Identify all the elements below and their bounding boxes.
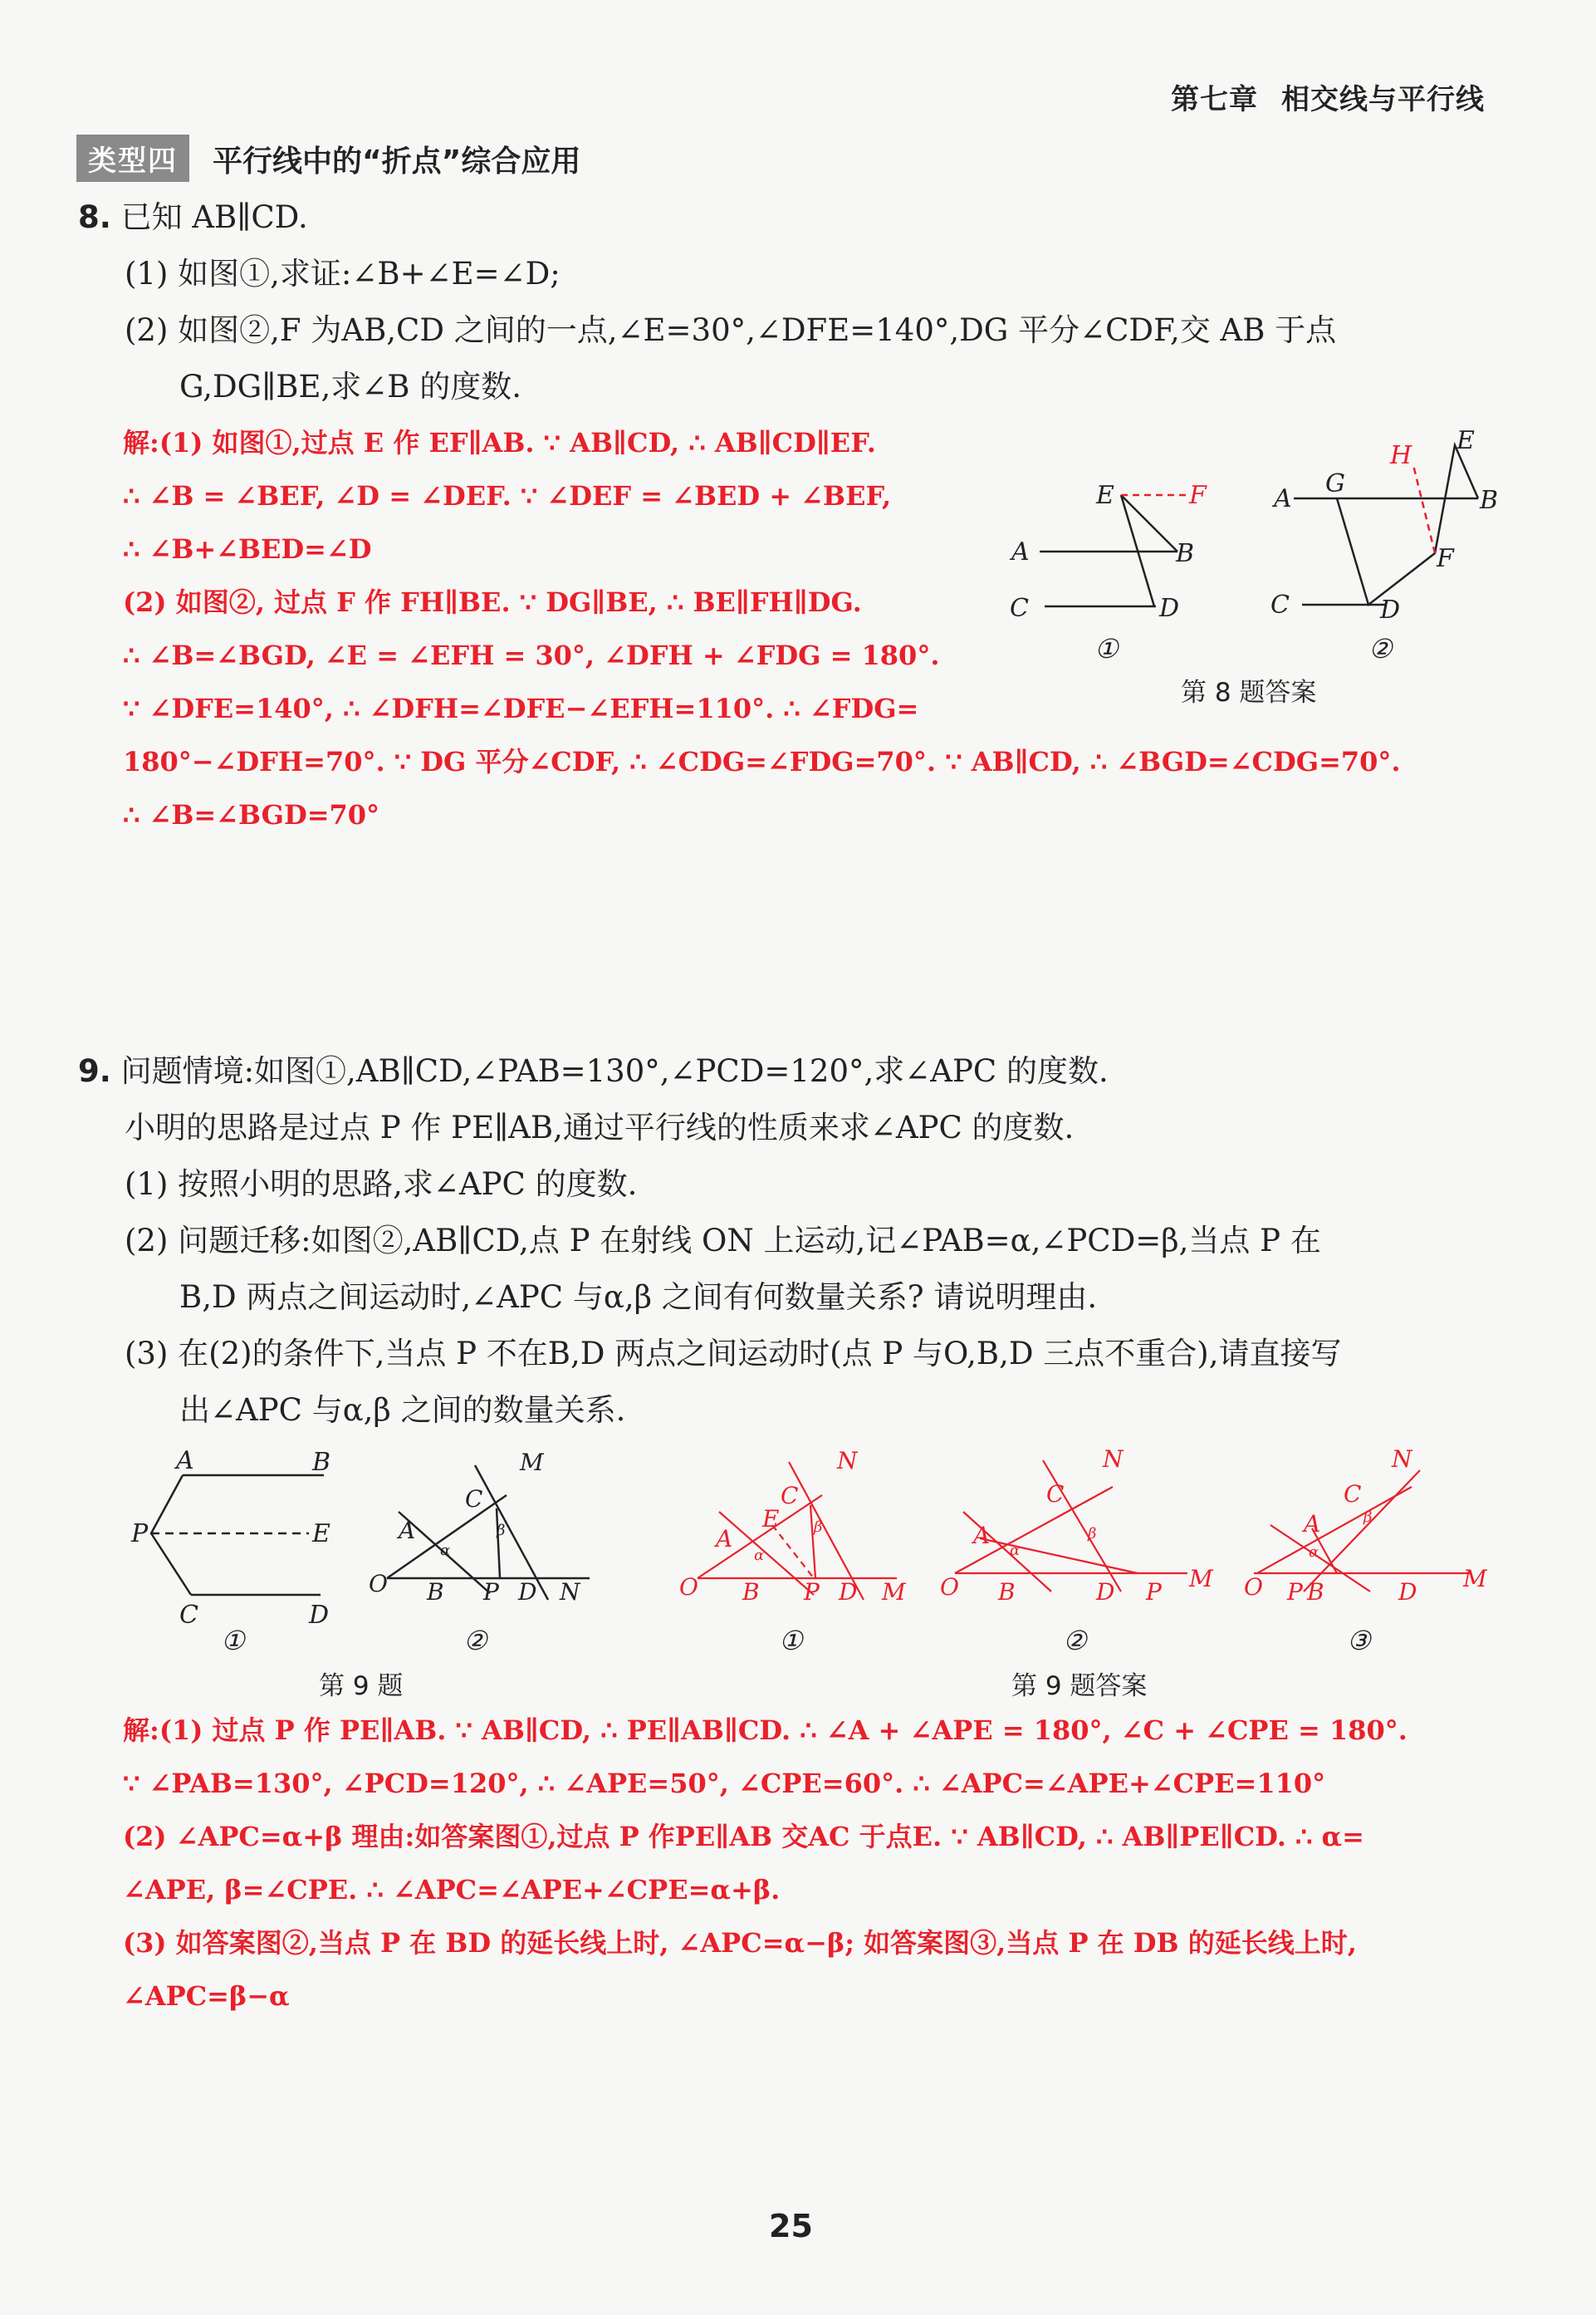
q9-ans3-label: ③ <box>1347 1625 1371 1656</box>
q8-answer-line-2: ∴ ∠B = ∠BEF, ∠D = ∠DEF. ∵ ∠DEF = ∠BED + ∠BEF, <box>123 480 892 512</box>
q9-ans2-beta: β <box>1088 1525 1097 1543</box>
q9-ans2-point-N: N <box>1103 1445 1124 1473</box>
q8-fig2 <box>1294 445 1478 605</box>
chapter-title: 相交线与平行线 <box>1281 83 1485 116</box>
q9-fig1-point-P: P <box>131 1519 149 1548</box>
q9-fig1-point-A: A <box>176 1446 194 1475</box>
q8-answer-line-3: ∴ ∠B+∠BED=∠D <box>123 533 372 565</box>
q9-number: 9. <box>78 1053 111 1089</box>
q9-fig1-point-C: C <box>179 1601 198 1630</box>
q8-stem-text: 已知 AB∥CD. <box>120 199 308 235</box>
section-title: 平行线中的“折点”综合应用 <box>213 145 581 179</box>
q9-fig2-point-N: N <box>560 1578 580 1606</box>
q8-answer-line-6: ∵ ∠DFE=140°, ∴ ∠DFH=∠DFE−∠EFH=110°. ∴ ∠FDG= <box>123 693 919 724</box>
q9-fig1-point-B: B <box>312 1448 331 1477</box>
q9-ans3-point-P: P <box>1287 1578 1303 1606</box>
q9-ans3-point-C: C <box>1344 1480 1362 1508</box>
q9-ans3-alpha: α <box>1309 1543 1319 1561</box>
q8-fig2-label: ② <box>1368 633 1393 665</box>
q9-ans3-point-N: N <box>1392 1445 1412 1473</box>
q9-ans2-point-A: A <box>973 1522 991 1549</box>
q9-fig1-label: ① <box>221 1625 245 1656</box>
q9-fig2-label: ② <box>463 1625 487 1656</box>
q9-ans3-point-D: D <box>1398 1578 1417 1606</box>
q9-ans2-label: ② <box>1063 1625 1087 1656</box>
chapter-header <box>1171 76 1485 117</box>
q8-figure-caption: 第 8 题答案 <box>1181 678 1317 708</box>
q9-ans3-point-O: O <box>1244 1573 1263 1601</box>
q9-ans3-point-B: B <box>1307 1578 1324 1606</box>
q9-fig2-point-D: D <box>518 1578 537 1606</box>
q9-answer-line-6: ∠APC=β−α <box>123 1980 290 2012</box>
q8-part2a: (2) 如图②,F 为AB,CD 之间的一点,∠E=30°,∠DFE=140°,DG 平分∠CDF,交 AB 于点 <box>125 312 1337 348</box>
q8-answer-line-7: 180°−∠DFH=70°. ∵ DG 平分∠CDF, ∴ ∠CDG=∠FDG=70°. ∵ AB∥CD, ∴ ∠BGD=∠CDG=70°. <box>123 746 1401 777</box>
q9-ans2-point-P: P <box>1146 1578 1162 1606</box>
q8-fig1-point-D: D <box>1159 594 1180 623</box>
q8-number: 8. <box>78 199 111 235</box>
q8-part2b: G,DG∥BE,求∠B 的度数. <box>179 369 521 405</box>
q9-fig2-point-B: B <box>427 1578 444 1606</box>
q9-ans3-point-M: M <box>1463 1565 1487 1592</box>
q8-fig1 <box>1040 495 1189 606</box>
q8-fig1-label: ① <box>1094 633 1119 665</box>
q9-ans1-point-M: M <box>882 1578 906 1606</box>
q8-fig2-point-B: B <box>1480 486 1499 515</box>
q8-answer-line-8: ∴ ∠B=∠BGD=70° <box>123 799 380 831</box>
q9-fig2-point-A: A <box>399 1517 416 1544</box>
q9-ans2-alpha: α <box>1010 1542 1021 1559</box>
q9-answer-line-4: ∠APE, β=∠CPE. ∴ ∠APC=∠APE+∠CPE=α+β. <box>123 1874 781 1905</box>
q9-ans1-point-N: N <box>837 1447 858 1474</box>
q9-part1: (1) 按照小明的思路,求∠APC 的度数. <box>125 1166 638 1202</box>
q9-ans2-point-O: O <box>940 1573 959 1601</box>
q9-answer-figure-caption: 第 9 题答案 <box>1011 1671 1148 1701</box>
q9-ans1-point-O: O <box>679 1573 698 1601</box>
q9-fig2-beta: β <box>497 1522 506 1539</box>
q9-fig1-point-D: D <box>309 1601 330 1630</box>
q9-fig2-alpha: α <box>440 1542 451 1559</box>
q9-idea: 小明的思路是过点 P 作 PE∥AB,通过平行线的性质来求∠APC 的度数. <box>125 1110 1075 1145</box>
q8-fig2-point-H: H <box>1390 441 1412 470</box>
q9-answer-line-3: (2) ∠APC=α+β 理由:如答案图①,过点 P 作PE∥AB 交AC 于点E. ∵ AB∥CD, ∴ AB∥PE∥CD. ∴ α= <box>123 1821 1364 1852</box>
q9-figure-caption: 第 9 题 <box>319 1671 404 1701</box>
q8-stem <box>78 199 308 236</box>
q8-fig2-point-C: C <box>1270 591 1290 620</box>
q9-figures <box>125 1445 1536 1695</box>
q8-fig1-point-C: C <box>1010 594 1029 623</box>
q9-answer-line-1: 解:(1) 过点 P 作 PE∥AB. ∵ AB∥CD, ∴ PE∥AB∥CD. ∴ ∠A + ∠APE = 180°, ∠C + ∠CPE = 180°. <box>123 1714 1408 1746</box>
q9-ans1-point-C: C <box>781 1482 799 1509</box>
q9-fig1 <box>151 1475 324 1595</box>
q9-stem-text: 问题情境:如图①,AB∥CD,∠PAB=130°,∠PCD=120°,求∠APC 的度数. <box>120 1053 1109 1089</box>
q9-ans1-point-D: D <box>839 1578 858 1606</box>
q9-stem <box>78 1053 1109 1090</box>
q9-ans1-beta: β <box>814 1518 823 1536</box>
q9-part2b: B,D 两点之间运动时,∠APC 与α,β 之间有何数量关系? 请说明理由. <box>179 1279 1098 1315</box>
q9-ans1-point-B: B <box>742 1578 760 1606</box>
q9-part3a: (3) 在(2)的条件下,当点 P 不在B,D 两点之间运动时(点 P 与O,B,D 三点不重合),请直接写 <box>125 1336 1342 1371</box>
q8-fig1-point-A: A <box>1011 537 1030 566</box>
q9-ans1-point-A: A <box>716 1525 733 1552</box>
q9-ans3-beta: β <box>1363 1508 1373 1526</box>
q9-fig2-point-P: P <box>483 1578 499 1606</box>
page-number: 25 <box>769 2208 813 2244</box>
q9-ans1-point-P: P <box>804 1578 820 1606</box>
q8-fig1-point-E: E <box>1096 481 1114 510</box>
q8-fig2-point-F: F <box>1437 544 1454 573</box>
q9-ans2-point-B: B <box>998 1578 1016 1606</box>
q9-fig2-point-O: O <box>369 1570 388 1597</box>
q9-answer-line-2: ∵ ∠PAB=130°, ∠PCD=120°, ∴ ∠APE=50°, ∠CPE=60°. ∴ ∠APC=∠APE+∠CPE=110° <box>123 1768 1326 1799</box>
q9-ans1-point-E: E <box>762 1505 780 1533</box>
q9-ans3-point-A: A <box>1304 1510 1321 1538</box>
chapter-number: 第七章 <box>1171 83 1258 116</box>
q9-ans2-point-D: D <box>1096 1578 1115 1606</box>
q8-fig2-point-A: A <box>1274 484 1292 513</box>
q8-answer-line-4: (2) 如图②, 过点 F 作 FH∥BE. ∵ DG∥BE, ∴ BE∥FH∥DG. <box>123 586 862 618</box>
q8-answer-line-1: 解:(1) 如图①,过点 E 作 EF∥AB. ∵ AB∥CD, ∴ AB∥CD∥EF. <box>123 427 876 459</box>
q9-ans2-point-C: C <box>1046 1480 1065 1508</box>
q8-part1: (1) 如图①,求证:∠B+∠E=∠D; <box>125 256 561 292</box>
q8-fig2-point-E: E <box>1456 426 1475 455</box>
q9-ans-fig3 <box>1254 1470 1470 1592</box>
q9-part2a: (2) 问题迁移:如图②,AB∥CD,点 P 在射线 ON 上运动,记∠PAB=α,∠PCD=β,当点 P 在 <box>125 1223 1321 1258</box>
q9-ans1-alpha: α <box>754 1547 765 1564</box>
section-tag: 类型四 <box>76 135 189 182</box>
q8-answer-line-5: ∴ ∠B=∠BGD, ∠E = ∠EFH = 30°, ∠DFH + ∠FDG = 180°. <box>123 640 940 671</box>
q8-fig2-point-D: D <box>1380 596 1401 625</box>
q8-fig1-point-F: F <box>1189 481 1207 510</box>
q8-fig2-point-G: G <box>1325 469 1345 498</box>
q9-answer-line-5: (3) 如答案图②,当点 P 在 BD 的延长线上时, ∠APC=α−β; 如答案图③,当点 P 在 DB 的延长线上时, <box>123 1927 1357 1959</box>
q9-ans2-point-M: M <box>1189 1565 1213 1592</box>
q9-ans1-label: ① <box>779 1625 803 1656</box>
q9-fig2-point-M: M <box>520 1449 544 1476</box>
q8-fig1-point-B: B <box>1176 539 1195 568</box>
q9-part3b: 出∠APC 与α,β 之间的数量关系. <box>179 1392 626 1428</box>
q9-fig1-point-E: E <box>312 1519 330 1548</box>
q8-answer-figures <box>996 415 1528 681</box>
q9-fig2-point-C: C <box>465 1485 483 1513</box>
